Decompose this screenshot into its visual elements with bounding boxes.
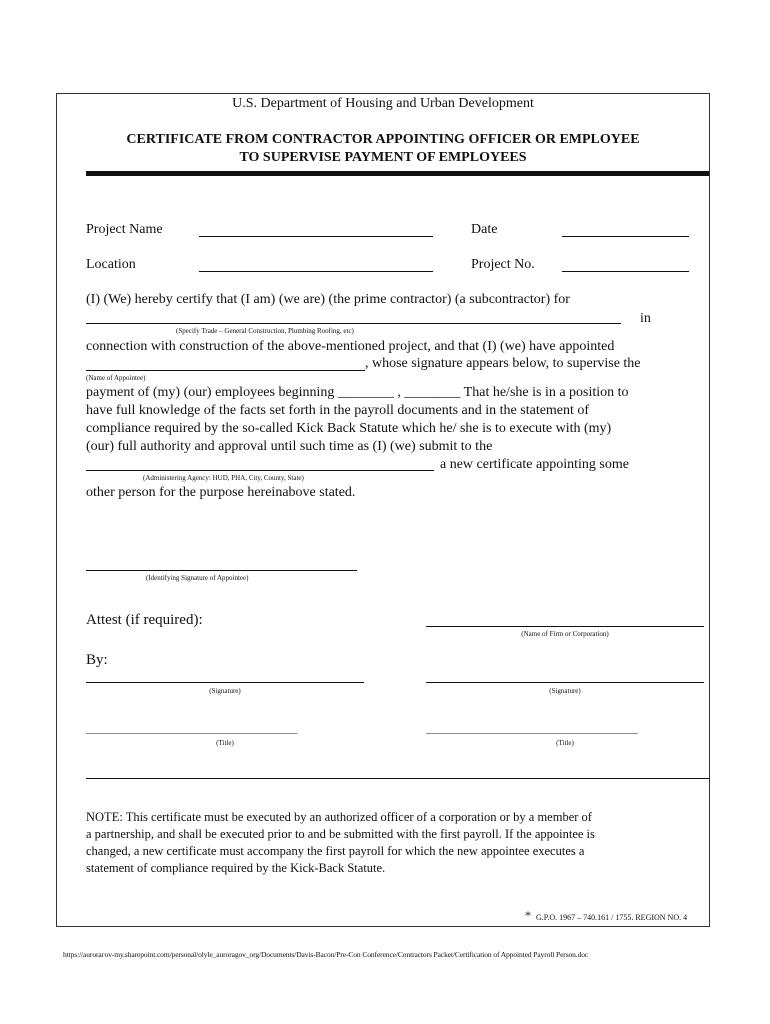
section-rule <box>86 778 709 779</box>
signature-right-caption: (Signature) <box>549 687 581 695</box>
new-cert-text: a new certificate appointing some <box>440 457 629 472</box>
agency-name: U.S. Department of Housing and Urban Development <box>232 96 534 111</box>
connection-text: connection with construction of the above-mentioned project, and that (I) (we) have appointed <box>86 339 615 354</box>
authority-text: (our) full authority and approval until such time as (I) (we) submit to the <box>86 439 493 454</box>
trade-caption: (Specify Trade – General Construction, Plumbing Roofing, etc) <box>176 327 354 335</box>
appointee-caption: (Name of Appointee) <box>86 374 146 382</box>
title-right-field[interactable]: _______________________________________________ <box>426 725 638 735</box>
whose-signature-text: , whose signature appears below, to supervise the <box>365 356 641 371</box>
in-text: in <box>640 311 651 326</box>
header-rule <box>86 171 709 176</box>
note-line1: NOTE: This certificate must be executed by an authorized officer of a corporation or by a member of <box>86 810 592 824</box>
signature-right-field[interactable] <box>426 682 704 683</box>
form-border <box>56 93 710 927</box>
compliance-text: compliance required by the so-called Kick Back Statute which he/ she is to execute with (my) <box>86 421 612 436</box>
document-url[interactable]: https://aurorагov-my.sharepoint.com/personal/olyle_auroragov_org/Documents/Davis-Bacon/Pre-Con Conference/Contractors Packet/Certification of Appointed Payroll Person.doc <box>63 950 589 959</box>
project-name-field[interactable] <box>199 236 433 237</box>
other-person-text: other person for the purpose hereinabove stated. <box>86 485 356 500</box>
agency-field[interactable] <box>86 470 434 471</box>
note-line3: changed, a new certificate must accompany the first payroll for which the new appointee executes a <box>86 844 585 858</box>
project-name-label: Project Name <box>86 222 163 237</box>
attest-label: Attest (if required): <box>86 612 203 628</box>
firm-name-field[interactable] <box>426 626 704 627</box>
appointee-signature-field[interactable] <box>86 570 357 571</box>
title-left-caption: (Title) <box>216 739 234 747</box>
date-label: Date <box>471 222 498 237</box>
knowledge-text: have full knowledge of the facts set forth in the payroll documents and in the statement of <box>86 403 590 418</box>
trade-field[interactable] <box>86 323 621 324</box>
form-title-line1: CERTIFICATE FROM CONTRACTOR APPOINTING OFFICER OR EMPLOYEE <box>126 132 640 147</box>
gpo-text: G.P.O. 1967 – 740.161 / 1755. REGION NO. 4 <box>536 913 688 922</box>
appointee-name-field[interactable] <box>86 370 365 371</box>
title-left-field[interactable]: _______________________________________________ <box>86 725 298 735</box>
note-line2: a partnership, and shall be executed prior to and be submitted with the first payroll. If the appointee is <box>86 827 595 841</box>
payment-text: payment of (my) (our) employees beginning ________ , ________ That he/she is in a position to <box>86 385 629 400</box>
by-label: By: <box>86 652 108 668</box>
form-title-line2: TO SUPERVISE PAYMENT OF EMPLOYEES <box>239 150 527 165</box>
appointee-signature-caption: (Identifying Signature of Appointee) <box>146 574 249 582</box>
project-no-field[interactable] <box>562 271 689 272</box>
location-label: Location <box>86 257 136 272</box>
agency-caption: (Administering Agency: HUD, PHA, City, County, State) <box>143 474 304 482</box>
signature-left-field[interactable] <box>86 682 364 683</box>
signature-left-caption: (Signature) <box>209 687 241 695</box>
location-field[interactable] <box>199 271 433 272</box>
certify-text: (I) (We) hereby certify that (I am) (we are) (the prime contractor) (a subcontractor) for <box>86 292 570 307</box>
date-field[interactable] <box>562 236 689 237</box>
project-no-label: Project No. <box>471 257 535 272</box>
firm-caption: (Name of Firm or Corporation) <box>521 630 609 638</box>
asterisk-mark: * <box>525 908 531 922</box>
note-line4: statement of compliance required by the Kick-Back Statute. <box>86 861 386 875</box>
title-right-caption: (Title) <box>556 739 574 747</box>
